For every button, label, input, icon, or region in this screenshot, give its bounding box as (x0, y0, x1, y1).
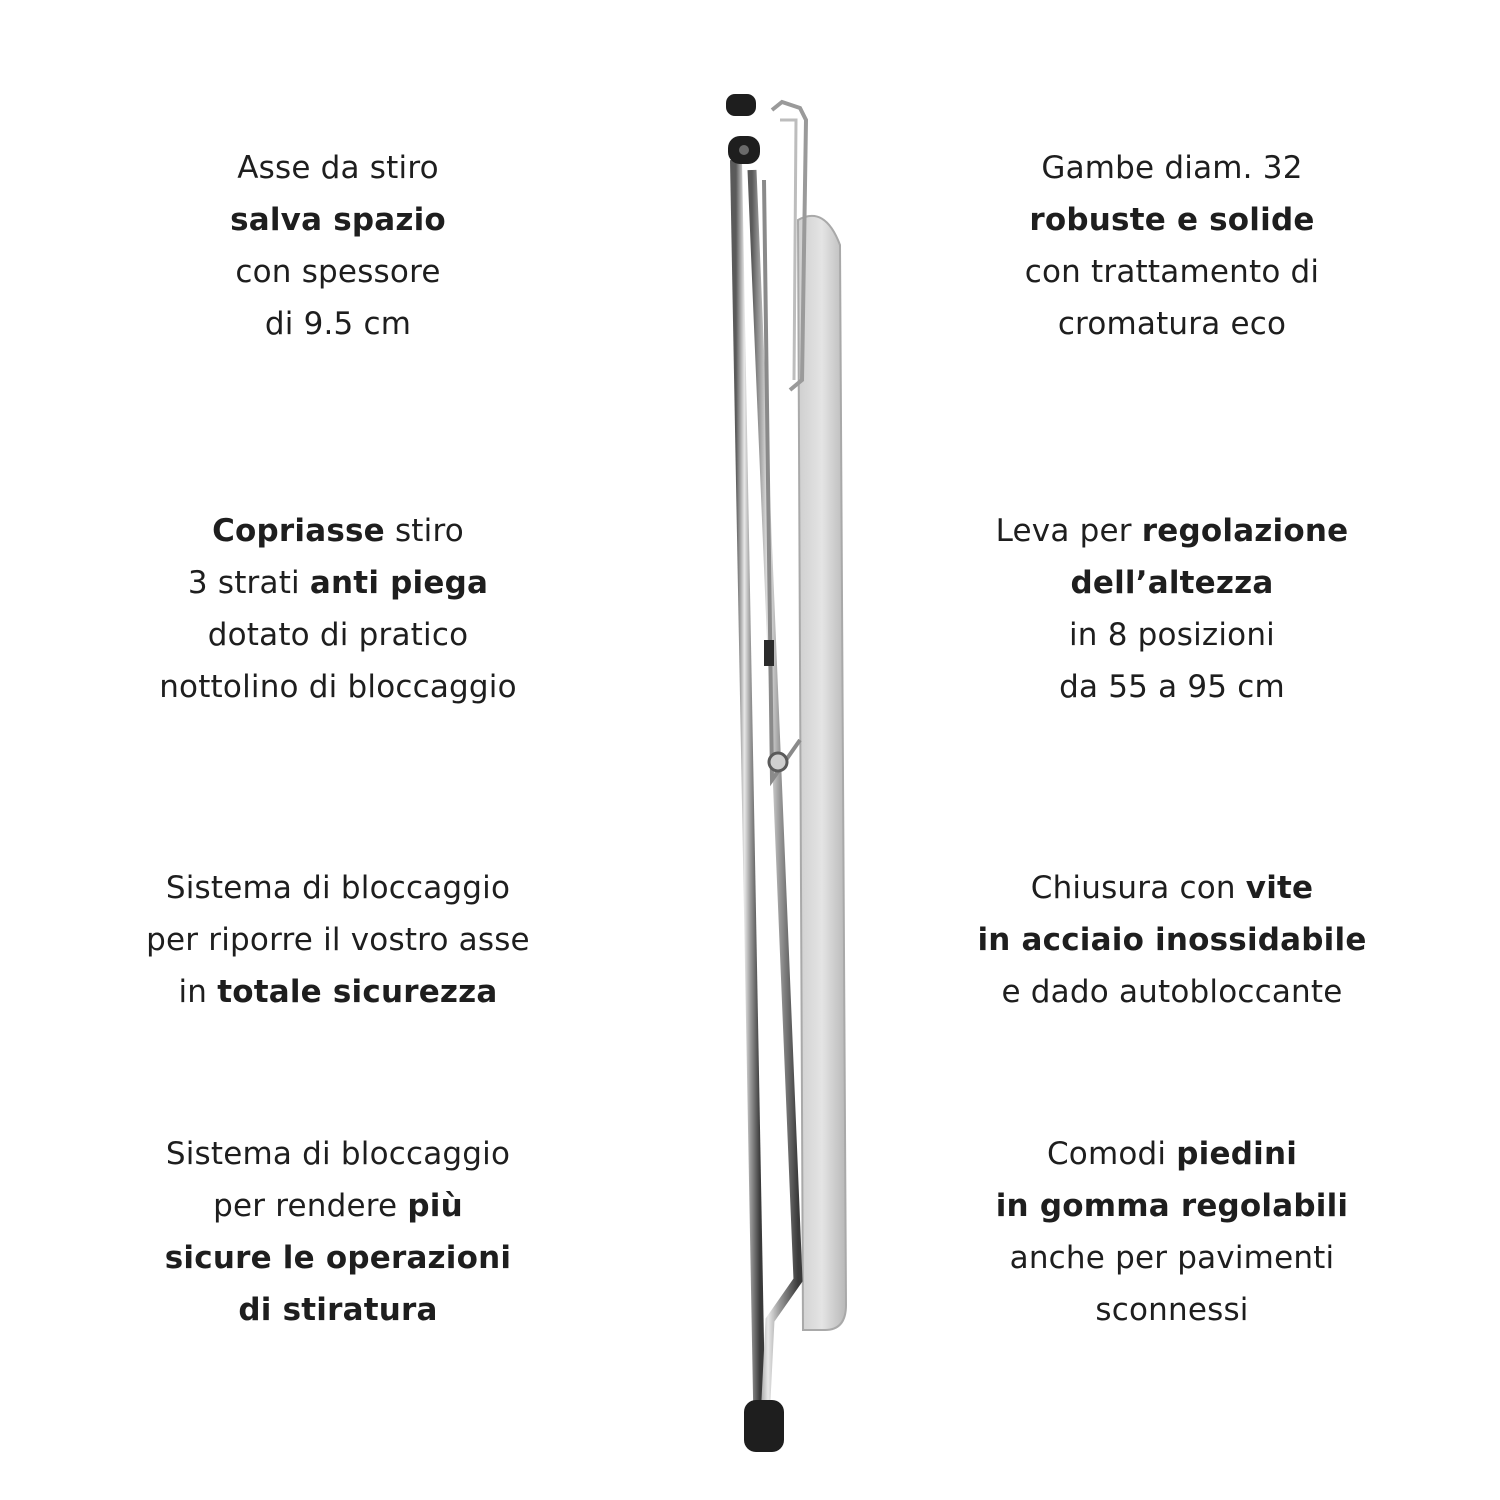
feature-line (58, 246, 618, 298)
feature-text-bold: dell’altezza (1070, 565, 1274, 601)
feature-text-bold: più (407, 1188, 463, 1224)
feature-text: Asse da stiro (237, 150, 439, 186)
feature-line (892, 505, 1452, 557)
feature-line (892, 1180, 1452, 1232)
feature-text: con spessore (235, 254, 441, 290)
feature-text: Leva per (995, 513, 1142, 549)
feature-line (892, 1284, 1452, 1336)
feature-line (58, 194, 618, 246)
feature-text: con trattamento di (1024, 254, 1320, 290)
feature-block-space-saving (58, 142, 618, 350)
feature-text-bold: regolazione (1141, 513, 1349, 549)
feature-block-feet (892, 1128, 1452, 1336)
feature-line (892, 914, 1452, 966)
feature-line (892, 194, 1452, 246)
feature-text: stiro (384, 513, 464, 549)
feature-text-bold: piedini (1176, 1136, 1298, 1172)
feature-line (58, 1180, 618, 1232)
feature-line (58, 1128, 618, 1180)
feature-text: Gambe diam. 32 (1041, 150, 1303, 186)
feature-line (58, 505, 618, 557)
feature-text: da 55 a 95 cm (1059, 669, 1285, 705)
feature-line (892, 557, 1452, 609)
feature-text-bold: in acciaio inossidabile (977, 922, 1367, 958)
feature-text: per riporre il vostro asse (146, 922, 530, 958)
feature-text-bold: totale sicurezza (217, 974, 498, 1010)
feature-text: Comodi (1046, 1136, 1177, 1172)
feature-text-bold: di stiratura (238, 1292, 438, 1328)
feature-text-bold: robuste e solide (1029, 202, 1315, 238)
feature-block-ironing-lock (58, 1128, 618, 1336)
feature-line (892, 142, 1452, 194)
feature-line (892, 609, 1452, 661)
feature-block-screw (892, 862, 1452, 1018)
feature-text: Sistema di bloccaggio (165, 870, 511, 906)
feature-line (58, 862, 618, 914)
feature-block-height-lever (892, 505, 1452, 713)
feature-line (892, 246, 1452, 298)
feature-line (892, 298, 1452, 350)
feature-text: di 9.5 cm (264, 306, 412, 342)
feature-text: in (178, 974, 218, 1010)
feature-text: dotato di pratico (207, 617, 469, 653)
feature-text: anche per pavimenti (1009, 1240, 1335, 1276)
feature-text-bold: vite (1245, 870, 1314, 906)
feature-line (58, 142, 618, 194)
feature-text: Sistema di bloccaggio (165, 1136, 511, 1172)
feature-line (892, 966, 1452, 1018)
feature-line (58, 298, 618, 350)
feature-text-bold: salva spazio (230, 202, 446, 238)
feature-text: in 8 posizioni (1068, 617, 1275, 653)
feature-line (892, 661, 1452, 713)
feature-line (892, 1232, 1452, 1284)
feature-block-cover (58, 505, 618, 713)
feature-text: e dado autobloccante (1001, 974, 1343, 1010)
feature-text-bold: Copriasse (212, 513, 385, 549)
feature-text-bold: anti piega (309, 565, 489, 601)
feature-text: sconnessi (1095, 1292, 1249, 1328)
feature-line (58, 1284, 618, 1336)
feature-text: 3 strati (187, 565, 310, 601)
feature-text: per rendere (213, 1188, 408, 1224)
feature-line (58, 557, 618, 609)
feature-text: nottolino di bloccaggio (159, 669, 517, 705)
feature-text-bold: sicure le operazioni (164, 1240, 512, 1276)
feature-text: cromatura eco (1057, 306, 1287, 342)
ironing-board-folded-icon (700, 80, 880, 1470)
feature-line (58, 914, 618, 966)
feature-block-legs (892, 142, 1452, 350)
feature-line (892, 1128, 1452, 1180)
feature-line (58, 609, 618, 661)
feature-text: Chiusura con (1030, 870, 1246, 906)
feature-line (58, 661, 618, 713)
feature-text-bold: in gomma regolabili (995, 1188, 1349, 1224)
feature-line (58, 966, 618, 1018)
feature-block-storage-lock (58, 862, 618, 1018)
feature-line (892, 862, 1452, 914)
feature-line (58, 1232, 618, 1284)
